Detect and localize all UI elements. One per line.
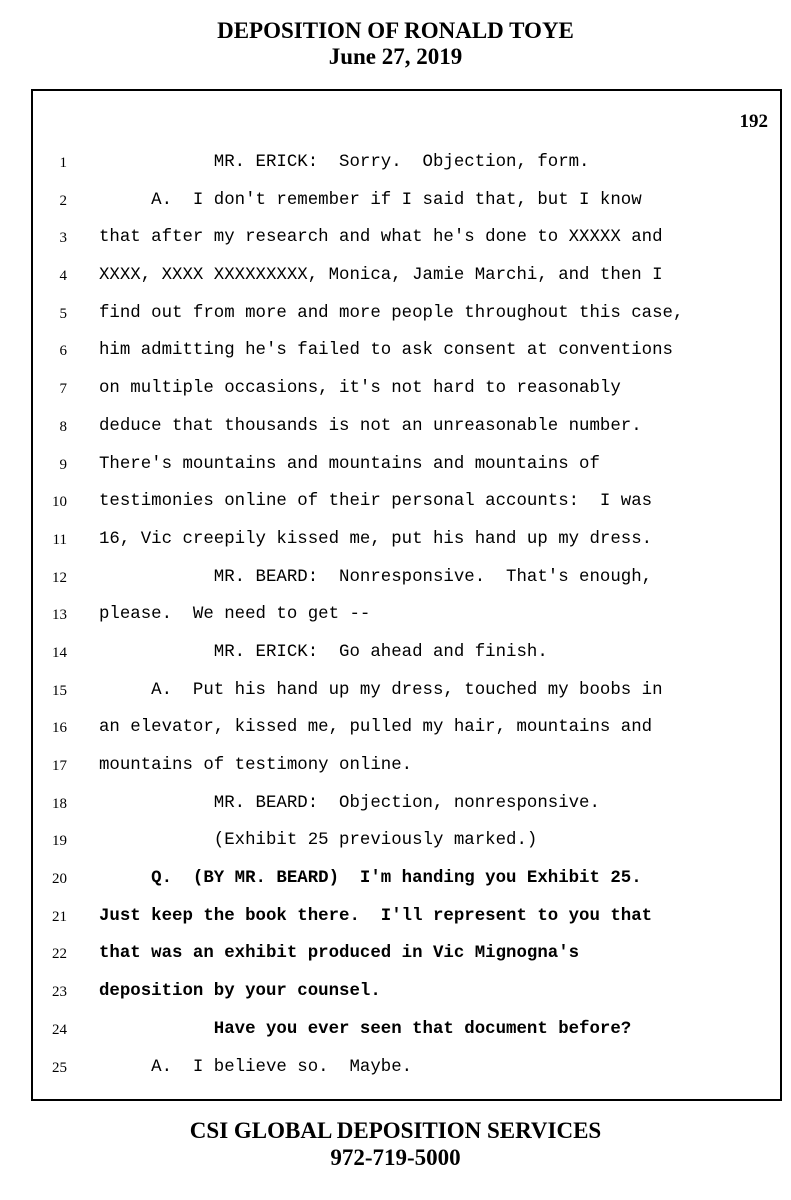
line-number: 25: [52, 1059, 67, 1076]
line-text: MR. ERICK: Go ahead and finish.: [99, 642, 548, 662]
line-number: 17: [52, 758, 67, 774]
transcript-line: [33, 564, 780, 602]
document-footer: [0, 1117, 791, 1171]
line-number: 8: [59, 418, 67, 435]
transcript-line: [33, 940, 780, 978]
line-text: MR. BEARD: Objection, nonresponsive.: [99, 793, 600, 813]
transcript-line: [33, 300, 780, 338]
line-text: MR. ERICK: Sorry. Objection, form.: [99, 153, 590, 172]
transcript-line: [33, 375, 780, 413]
transcript-line: [33, 752, 780, 790]
page-number: 192: [739, 111, 768, 132]
transcript-line: [33, 488, 780, 526]
line-text: please. We need to get --: [99, 605, 371, 625]
line-text: There's mountains and mountains and mountains of: [99, 454, 600, 474]
footer-phone: 972-719-5000: [330, 1145, 461, 1170]
line-number: 2: [59, 192, 67, 209]
line-number: 11: [52, 531, 67, 548]
line-text: find out from more and more people throughout this case,: [99, 303, 684, 323]
line-number: 14: [52, 644, 67, 661]
line-text: XXXX, XXXX XXXXXXXXX, Monica, Jamie Marchi, and then I: [99, 266, 663, 286]
deposition-date: June 27, 2019: [328, 44, 463, 69]
line-number: 7: [59, 381, 67, 398]
line-number: 16: [52, 720, 67, 737]
line-text: 16, Vic creepily kissed me, put his hand up my dress.: [99, 529, 653, 549]
transcript-line: [33, 413, 780, 451]
line-text: that after my research and what he's done to XXXXX and: [99, 228, 663, 248]
line-text: on multiple occasions, it's not hard to reasonably: [99, 379, 621, 399]
line-number: 19: [52, 833, 67, 850]
line-text: Just keep the book there. I'll represent to you that: [99, 906, 653, 926]
line-text: A. Put his hand up my dress, touched my boobs in: [99, 680, 663, 700]
transcript-line: [33, 903, 780, 941]
line-text: Q. (BY MR. BEARD) I'm handing you Exhibit 25.: [99, 869, 642, 889]
transcript-line: [33, 1054, 780, 1092]
line-number: 6: [59, 343, 67, 360]
deposition-title: DEPOSITION OF RONALD TOYE: [217, 18, 574, 43]
transcript-line: [33, 601, 780, 639]
line-text: mountains of testimony online.: [99, 756, 413, 775]
transcript-line: [33, 714, 780, 752]
transcript-line: [33, 149, 780, 187]
line-text: an elevator, kissed me, pulled my hair, mountains and: [99, 718, 653, 738]
line-number: 5: [59, 305, 67, 322]
transcript-page-frame: [31, 89, 782, 1101]
line-number: 21: [52, 908, 67, 925]
transcript-line: [33, 677, 780, 715]
line-number: 4: [59, 268, 67, 285]
line-text: testimonies online of their personal accounts: I was: [99, 492, 653, 512]
transcript-line: [33, 451, 780, 489]
line-number: 20: [52, 871, 67, 888]
transcript-line: [33, 187, 780, 225]
line-number: 3: [59, 230, 67, 247]
transcript-line: [33, 224, 780, 262]
line-number: 13: [52, 607, 67, 624]
line-text: A. I don't remember if I said that, but I know: [99, 190, 642, 210]
document-header: [0, 18, 791, 70]
transcript-line: [33, 978, 780, 1016]
line-text: deposition by your counsel.: [99, 982, 381, 1002]
line-text: him admitting he's failed to ask consent at conventions: [99, 341, 673, 361]
transcript-line: [33, 262, 780, 300]
line-text: deduce that thousands is not an unreasonable number.: [99, 416, 642, 436]
footer-company: CSI GLOBAL DEPOSITION SERVICES: [189, 1118, 602, 1143]
transcript-line: [33, 827, 780, 865]
line-number: 15: [52, 682, 67, 699]
line-number: 22: [52, 946, 67, 963]
line-number: 1: [59, 155, 67, 171]
line-text: (Exhibit 25 previously marked.): [99, 831, 538, 851]
line-text: A. I believe so. Maybe.: [99, 1057, 413, 1077]
transcript-line: [33, 337, 780, 375]
line-text: MR. BEARD: Nonresponsive. That's enough,: [99, 567, 653, 587]
line-number: 24: [52, 1021, 67, 1038]
line-number: 12: [52, 569, 67, 586]
transcript-line: [33, 865, 780, 903]
transcript-line: [33, 639, 780, 677]
transcript-line: [33, 790, 780, 828]
transcript-line: [33, 1016, 780, 1054]
line-number: 10: [52, 494, 67, 511]
line-number: 23: [52, 984, 67, 1001]
line-text: Have you ever seen that document before?: [99, 1019, 632, 1039]
transcript-lines: [33, 149, 780, 1091]
line-number: 9: [59, 456, 67, 473]
line-number: 18: [52, 795, 67, 812]
transcript-line: [33, 526, 780, 564]
line-text: that was an exhibit produced in Vic Mignogna's: [99, 944, 580, 964]
